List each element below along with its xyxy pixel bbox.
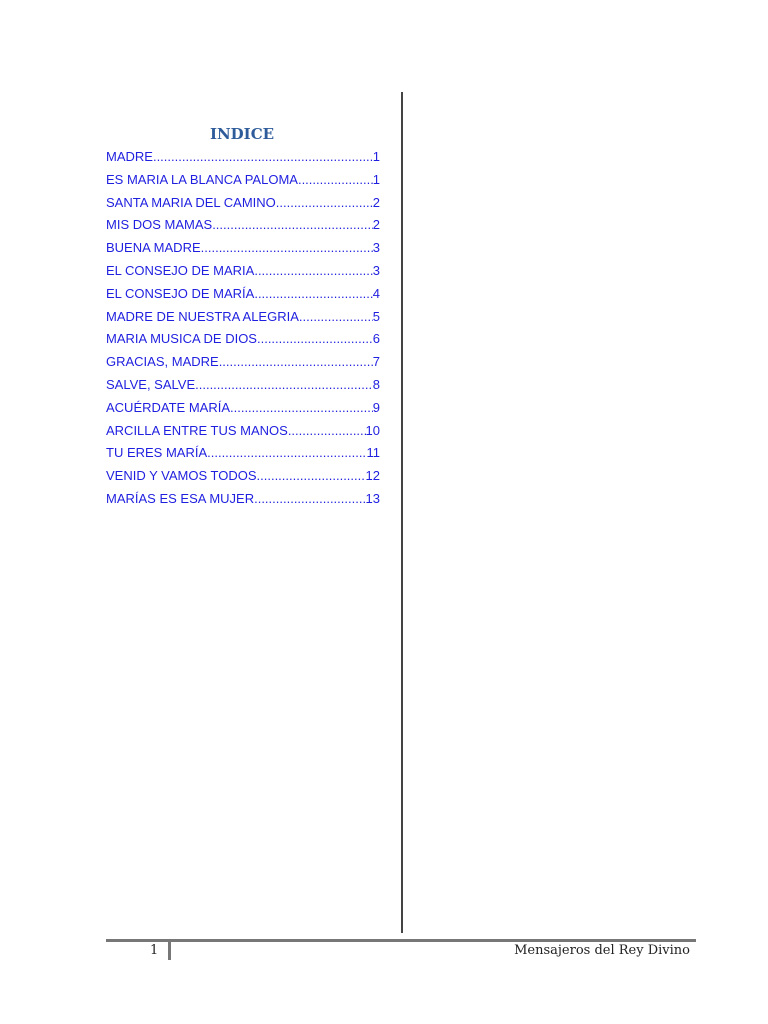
- toc-entry[interactable]: [106, 192, 380, 215]
- toc-entry-dot-leader: [288, 420, 366, 443]
- toc-entry[interactable]: [106, 237, 380, 260]
- toc-entry-label: ARCILLA ENTRE TUS MANOS: [106, 422, 288, 438]
- table-of-contents: [106, 122, 380, 511]
- toc-entry-label: TU ERES MARÍA: [106, 445, 208, 461]
- toc-entry[interactable]: [106, 214, 380, 237]
- toc-entry[interactable]: [106, 169, 380, 192]
- toc-entry[interactable]: [106, 420, 380, 443]
- toc-entry-label: EL CONSEJO DE MARIA: [106, 262, 255, 278]
- toc-entry-page-number: 11: [366, 445, 380, 461]
- toc-entry-page-number: 2: [372, 217, 380, 233]
- toc-entry[interactable]: [106, 442, 380, 465]
- toc-entry-dot-leader: [207, 442, 366, 465]
- toc-entry-dot-leader: [153, 146, 373, 169]
- toc-entry-label: GRACIAS, MADRE: [106, 354, 219, 370]
- toc-entry-dot-leader: [201, 237, 373, 260]
- toc-entry-page-number: 3: [372, 240, 380, 256]
- toc-entry-label: ES MARIA LA BLANCA PALOMA: [106, 171, 298, 187]
- toc-entry-page-number: 2: [372, 194, 380, 210]
- toc-entry-page-number: 1: [372, 171, 380, 187]
- toc-entry[interactable]: [106, 146, 380, 169]
- toc-entry-label: MARIA MUSICA DE DIOS: [106, 331, 257, 347]
- toc-title: INDICE: [209, 125, 275, 143]
- toc-entry-label: SANTA MARIA DEL CAMINO: [106, 194, 276, 210]
- toc-entry-dot-leader: [195, 374, 373, 397]
- toc-entry-label: MARÍAS ES ESA MUJER: [106, 490, 255, 506]
- toc-entry-dot-leader: [254, 260, 372, 283]
- toc-entry-page-number: 10: [365, 422, 380, 438]
- toc-entry-page-number: 13: [365, 490, 380, 506]
- toc-entry-dot-leader: [219, 351, 373, 374]
- column-divider: [401, 92, 403, 933]
- toc-entry-label: EL CONSEJO DE MARÍA: [106, 285, 255, 301]
- toc-entry-dot-leader: [254, 488, 365, 511]
- toc-entry[interactable]: [106, 488, 380, 511]
- toc-entry-page-number: 5: [372, 308, 380, 324]
- toc-entry-page-number: 1: [372, 149, 380, 164]
- toc-entry-page-number: 12: [365, 468, 380, 484]
- toc-entry-label: MIS DOS MAMAS: [106, 217, 213, 233]
- toc-entry-page-number: 3: [372, 262, 380, 278]
- toc-entry-label: SALVE, SALVE: [106, 376, 196, 392]
- toc-entry-dot-leader: [254, 283, 372, 306]
- toc-entry-dot-leader: [298, 169, 373, 192]
- toc-entry-dot-leader: [276, 192, 373, 215]
- toc-list: [106, 146, 380, 511]
- toc-entry-dot-leader: [257, 328, 373, 351]
- toc-entry[interactable]: [106, 306, 380, 329]
- footer-page-number: 1: [150, 943, 159, 958]
- toc-entry[interactable]: [106, 351, 380, 374]
- toc-entry-page-number: 6: [372, 331, 380, 347]
- footer-page-box: [106, 942, 171, 960]
- toc-entry-dot-leader: [230, 397, 373, 420]
- toc-entry[interactable]: [106, 283, 380, 306]
- toc-entry-label: MADRE DE NUESTRA ALEGRIA: [106, 308, 299, 324]
- toc-entry-page-number: 9: [372, 399, 380, 415]
- toc-entry[interactable]: [106, 328, 380, 351]
- toc-entry-dot-leader: [212, 214, 373, 237]
- footer-rule: [106, 939, 696, 942]
- toc-entry[interactable]: [106, 260, 380, 283]
- toc-entry[interactable]: [106, 465, 380, 488]
- toc-entry-label: ACUÉRDATE MARÍA: [106, 399, 230, 415]
- toc-entry-dot-leader: [299, 306, 373, 329]
- toc-entry-dot-leader: [257, 465, 366, 488]
- footer-title: Mensajeros del Rey Divino: [514, 943, 690, 958]
- toc-entry[interactable]: [106, 374, 380, 397]
- toc-entry-page-number: 7: [372, 354, 380, 370]
- toc-entry-label: VENID Y VAMOS TODOS: [106, 468, 257, 484]
- toc-entry-label: BUENA MADRE: [106, 240, 201, 256]
- toc-entry-label: MADRE: [106, 149, 153, 164]
- toc-entry-page-number: 4: [372, 285, 380, 301]
- toc-entry-page-number: 8: [372, 376, 380, 392]
- toc-entry[interactable]: [106, 397, 380, 420]
